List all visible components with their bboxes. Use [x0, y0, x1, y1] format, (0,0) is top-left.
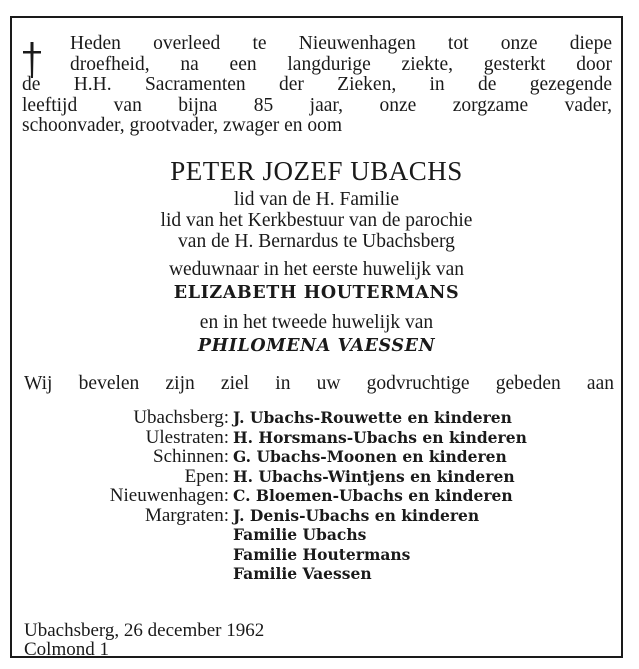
relative-place: Epen:	[184, 465, 229, 487]
relative-names: J. Ubachs-Rouwette en kinderen	[233, 408, 512, 427]
role-line: lid van de H. Familie	[233, 189, 400, 210]
second-spouse-name: PHILOMENA VAESSEN	[197, 336, 436, 356]
second-marriage-text: en in het tweede huwelijk van	[199, 312, 434, 333]
intro-paragraph	[22, 34, 612, 137]
intro-line: de H.H. Sacramenten der Zieken, in de gezegende	[22, 74, 612, 95]
relative-row	[12, 427, 621, 447]
relative-names: Familie Vaessen	[233, 564, 372, 583]
relative-names: J. Denis-Ubachs en kinderen	[233, 505, 480, 525]
relative-names: G. Ubachs-Moonen en kinderen	[233, 447, 507, 466]
prayer-line: Wij bevelen zijn ziel in uw godvruchtige gebeden aan	[24, 373, 614, 394]
deceased-name: PETER JOZEF UBACHS	[170, 156, 463, 186]
relative-names: H. Ubachs-Wintjens en kinderen	[233, 466, 515, 486]
relative-row	[12, 485, 621, 505]
relative-names: Familie Houtermans	[233, 544, 411, 564]
relative-row	[12, 524, 621, 544]
relative-place: Ulestraten:	[145, 426, 229, 448]
role-line: van de H. Bernardus te Ubachsberg	[178, 231, 455, 252]
relative-place: Margraten:	[144, 504, 229, 526]
relative-row	[12, 407, 621, 427]
relatives-list	[12, 407, 621, 583]
role-line: lid van het Kerkbestuur van de parochie	[160, 210, 473, 231]
intro-line: droefheid, na een langdurige ziekte, gesterkt door	[70, 53, 612, 75]
relative-names: Familie Ubachs	[233, 525, 367, 544]
relative-row	[12, 505, 621, 525]
relative-row	[12, 544, 621, 564]
date-line: Ubachsberg, 26 december 1962	[24, 620, 265, 641]
relative-row	[12, 466, 621, 486]
intro-line: schoonvader, grootvader, zwager en oom	[22, 115, 343, 136]
first-spouse-name: ELIZABETH HOUTERMANS	[173, 283, 460, 303]
obituary-notice	[10, 16, 623, 658]
intro-line: Heden overleed te Nieuwenhagen tot onze diepe	[70, 33, 612, 54]
address-line: Colmond 1	[24, 639, 109, 658]
relative-names: C. Bloemen-Ubachs en kinderen	[233, 486, 513, 505]
intro-line: leeftijd van bijna 85 jaar, onze zorgzame vader,	[22, 94, 612, 116]
relative-place: Ubachsberg:	[133, 407, 229, 428]
relative-place: Nieuwenhagen:	[109, 485, 229, 506]
relative-names: H. Horsmans-Ubachs en kinderen	[233, 427, 527, 447]
relative-row	[12, 446, 621, 466]
relative-place: Schinnen:	[153, 446, 229, 467]
relative-row	[12, 563, 621, 583]
first-marriage-text: weduwnaar in het eerste huwelijk van	[168, 259, 465, 280]
